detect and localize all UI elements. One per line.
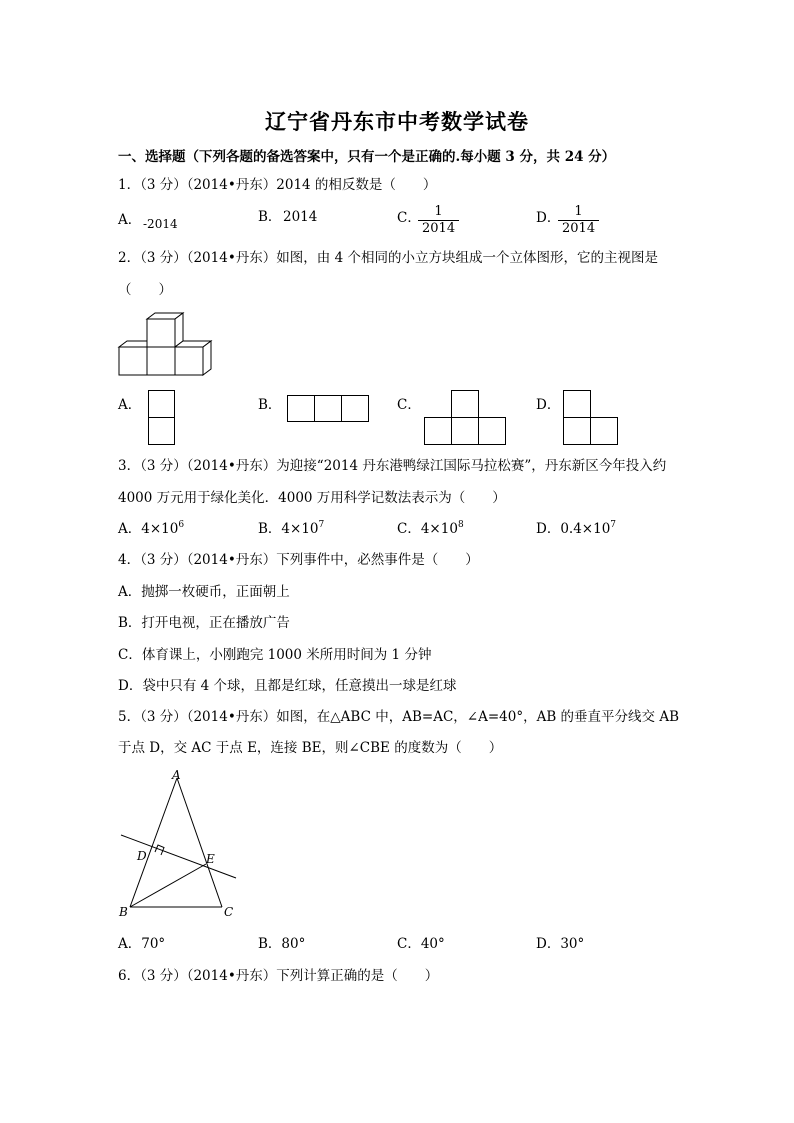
point-d-label: D	[137, 849, 147, 863]
q5-stem-line2: 于点 D，交 AC 于点 E，连接 BE，则∠CBE 的度数为（ ）	[118, 740, 503, 756]
q2-option-a-label: A．	[118, 397, 142, 413]
point-a-label: A	[172, 768, 181, 782]
segment-ac	[177, 778, 222, 907]
fraction-denominator: 2014	[562, 221, 596, 236]
segment-be	[130, 864, 206, 907]
point-b-label: B	[119, 905, 128, 919]
q5-option-d: D．30°	[536, 936, 585, 952]
square	[479, 418, 506, 445]
q5-option-b: B．80°	[258, 936, 306, 952]
option-base: 0.4×10	[560, 521, 611, 537]
q3-option-a	[118, 520, 184, 538]
q1-option-d-label: D．	[536, 210, 561, 226]
q4-stem: 4．（3 分）（2014•丹东）下列事件中，必然事件是（ ）	[118, 552, 479, 568]
q3-stem-line2: 4000 万元用于绿化美化．4000 万用科学记数法表示为（ ）	[118, 490, 506, 506]
q1-option-c-label: C．	[397, 210, 421, 226]
q1-option-b-text: 2014	[283, 209, 318, 225]
q5-option-a: A．70°	[118, 936, 166, 952]
q2-stem-line1: 2．（3 分）（2014•丹东）如图，由 4 个相同的小立方块组成一个立体图形，它的主视图是	[118, 250, 658, 266]
q2-option-b-label: B．	[258, 397, 282, 413]
q3-option-c	[397, 520, 464, 538]
q2-option-b-figure	[287, 395, 371, 423]
option-exponent: 8	[457, 520, 464, 530]
q2-stem-line2: （ ）	[118, 282, 172, 298]
q2-option-d-figure	[563, 390, 621, 446]
fraction-denominator: 2014	[422, 221, 456, 236]
bottom-cube-3	[175, 347, 203, 375]
q5-option-c: C．40°	[397, 936, 445, 952]
square	[452, 418, 479, 445]
q3-option-d	[536, 520, 616, 538]
left-cube-top-face	[119, 341, 147, 347]
fraction-numerator: 1	[418, 204, 459, 221]
page-title: 辽宁省丹东市中考数学试卷	[265, 109, 529, 134]
option-base: 4×10	[281, 521, 319, 537]
option-label: C．	[397, 521, 421, 537]
square	[564, 391, 591, 418]
right-angle-mark	[155, 845, 164, 855]
q2-option-d-label: D．	[536, 397, 561, 413]
square	[149, 418, 175, 445]
q2-cube-figure	[119, 313, 214, 379]
option-base: 4×10	[141, 521, 179, 537]
square	[425, 418, 452, 445]
option-base: 4×10	[420, 521, 458, 537]
bottom-cube-1	[119, 347, 147, 375]
segment-ab	[130, 778, 177, 907]
q4-option-b: B．打开电视，正在播放广告	[118, 615, 290, 631]
q1-stem: 1．（3 分）（2014•丹东）2014 的相反数是（ ）	[118, 177, 437, 193]
point-c-label: C	[224, 905, 234, 919]
option-exponent: 7	[318, 520, 325, 530]
q3-stem-line1: 3．（3 分）（2014•丹东）为迎接“2014 丹东港鸭绿江国际马拉松赛”，丹东新区今年投入约	[118, 458, 667, 474]
q4-option-c: C．体育课上，小刚跑完 1000 米所用时间为 1 分钟	[118, 647, 432, 663]
right-cube-side-face	[203, 341, 211, 375]
q1-option-a-label: A．	[118, 212, 142, 228]
q4-option-a: A．抛掷一枚硬币，正面朝上	[118, 584, 290, 600]
top-cube-front-face	[147, 319, 175, 347]
q6-stem: 6．（3 分）（2014•丹东）下列计算正确的是（ ）	[118, 968, 439, 984]
q1-option-b-label: B．	[258, 209, 282, 225]
square	[564, 418, 591, 445]
q4-option-d: D．袋中只有 4 个球，且都是红球，任意摸出一球是红球	[118, 678, 457, 694]
q2-option-a-figure	[148, 390, 176, 446]
option-exponent: 6	[178, 520, 185, 530]
section-heading: 一、选择题（下列各题的备选答案中，只有一个是正确的.每小题 3 分，共 24 分）	[118, 149, 616, 165]
bottom-cube-2	[147, 347, 175, 375]
q3-option-b	[258, 520, 324, 538]
q2-option-c-figure	[424, 390, 508, 446]
fraction-numerator: 1	[558, 204, 599, 221]
square	[288, 396, 315, 422]
q1-option-a-text: -2014	[143, 217, 178, 231]
q2-option-c-label: C．	[397, 397, 421, 413]
q1-option-c-fraction	[418, 204, 459, 237]
square	[452, 391, 479, 418]
option-label: A．	[118, 521, 142, 537]
option-label: B．	[258, 521, 282, 537]
square	[591, 418, 618, 445]
option-label: D．	[536, 521, 561, 537]
square	[315, 396, 342, 422]
square	[149, 391, 175, 418]
q1-option-d-fraction	[558, 204, 599, 237]
q5-triangle-figure	[110, 765, 250, 925]
square	[342, 396, 369, 422]
point-e-label: E	[206, 852, 215, 866]
option-exponent: 7	[610, 520, 617, 530]
q5-stem-line1: 5．（3 分）（2014•丹东）如图，在△ABC 中，AB=AC，∠A=40°，AB 的垂直平分线交 AB	[118, 709, 679, 725]
